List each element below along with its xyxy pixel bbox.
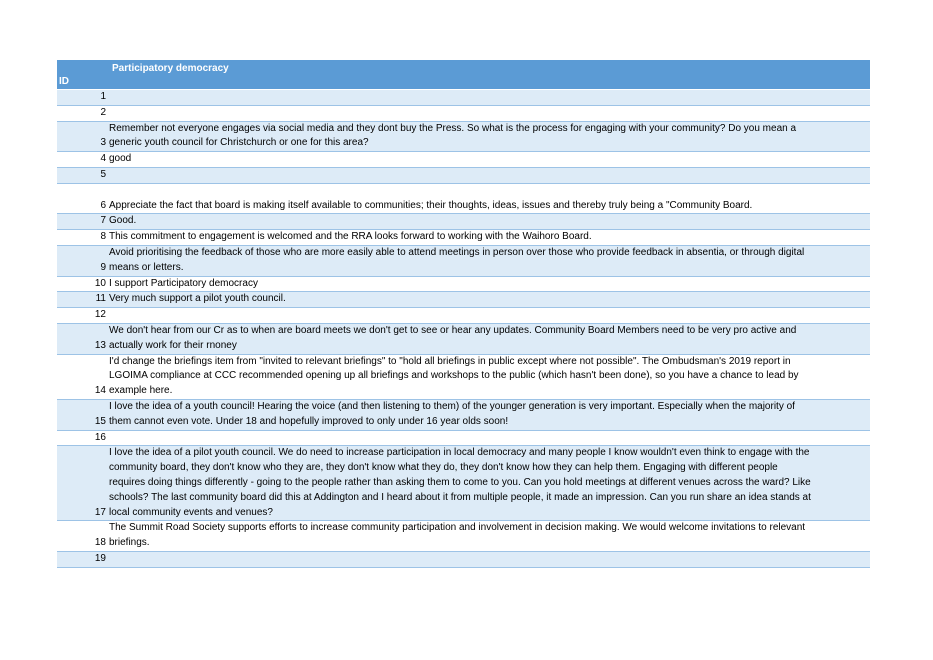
row-id-cell: 10 [94,277,106,289]
table-row [57,521,870,552]
row-comment-cell: good [109,153,132,165]
row-id-cell: 12 [94,309,106,321]
row-id-cell: 8 [100,231,106,243]
row-id-cell: 6 [100,199,106,211]
row-comment-cell: We don't hear from our Cr as to when are board meets we don't get to see or hear any updates. Community Board Members need to be very pro active and actually work for their rnoney [109,324,797,351]
table-row [57,552,870,568]
table-row [57,446,870,521]
row-comment-cell [109,168,870,183]
row-id-cell: 13 [94,339,106,351]
row-comment-cell: Good. [109,215,137,227]
table-row [57,90,870,106]
row-comment-cell [109,90,870,105]
table-row [57,106,870,122]
row-id-cell: 2 [100,106,106,118]
table-body [57,90,870,568]
row-comment-cell: This commitment to engagement is welcomed and the RRA looks forward to working with the Waihoro Board. [109,231,592,243]
row-comment-cell: Appreciate the fact that board is making itself available to communities; their thoughts, ideas, issues and thereby truly being a "Community Board. [109,199,753,211]
row-comment-cell [109,106,870,121]
table-row [57,292,870,308]
spreadsheet-table [57,60,870,568]
row-comment-cell: Avoid prioritising the feedback of those who are more easily able to attend meetings in person over those who provide feedback in absentia, or through digital means or letters. [109,246,805,273]
row-comment-cell: I love the idea of a pilot youth council. We do need to increase participation in local democracy and many people I know wouldn't even think to engage with the community board, they don't know who they are, they don't know what they do, they don't know how they can help them. Engaging with different people requires doing things differently - going to the people rather than asking them to come to you. Can you hold meetings at different venues across the ward? Like schools? The last community board did this at Addington and I heard about it from multiple people, it made an impression. Can you run share an idea stands at local community events and venues? [109,447,811,518]
row-id-cell: 16 [94,431,106,443]
column-header-participatory-democracy: Participatory democracy [112,63,229,74]
table-row [57,152,870,168]
row-id-cell: 17 [94,506,106,518]
table-row [57,184,870,215]
row-id-cell: 14 [94,385,106,397]
row-comment-cell: Very much support a pilot youth council. [109,293,286,305]
table-row [57,168,870,184]
table-row [57,324,870,355]
table-header [57,60,870,90]
table-row [57,214,870,230]
row-id-cell: 19 [94,552,106,564]
row-comment-cell: The Summit Road Society supports efforts to increase community participation and involvement in decision making. We would welcome invitations to relevant briefings. [109,522,806,549]
table-row [57,277,870,293]
row-id-cell: 11 [95,293,106,305]
row-comment-cell: Remember not everyone engages via social media and they dont buy the Press. So what is the process for engaging with your community? Do you mean a generic youth council for Christchurch or one for this area? [109,122,797,149]
table-row [57,400,870,431]
row-id-cell: 18 [94,537,106,549]
row-comment-cell [109,431,870,446]
table-row [57,355,870,400]
row-id-cell: 4 [100,153,106,165]
row-comment-cell [109,552,870,567]
row-id-cell: 7 [100,215,106,227]
row-comment-cell: I'd change the briefings item from "invited to relevant briefings" to "hold all briefings in public except where not possible". The Ombudsman's 2019 report in LGOIMA compliance at CCC recommended opening up all briefings and workshops to the public (which hasn't been done), so you have a chance to lead by example here. [109,355,799,397]
table-row [57,308,870,324]
row-comment-cell [109,308,870,323]
row-id-cell: 3 [100,137,106,149]
table-row [57,230,870,246]
table-row [57,431,870,447]
table-row [57,246,870,277]
table-row [57,122,870,153]
row-comment-cell: I support Participatory democracy [109,277,258,289]
column-header-id: ID [59,76,69,87]
row-id-cell: 1 [100,91,106,102]
row-id-cell: 15 [94,415,106,427]
row-comment-cell: I love the idea of a youth council! Hearing the voice (and then listening to them) of the younger generation is very important. Especially when the majority of them cannot even vote. Under 18 and hopefully improved to only under 16 year olds soon! [109,400,795,427]
row-id-cell: 5 [100,168,106,180]
row-id-cell: 9 [100,261,106,273]
